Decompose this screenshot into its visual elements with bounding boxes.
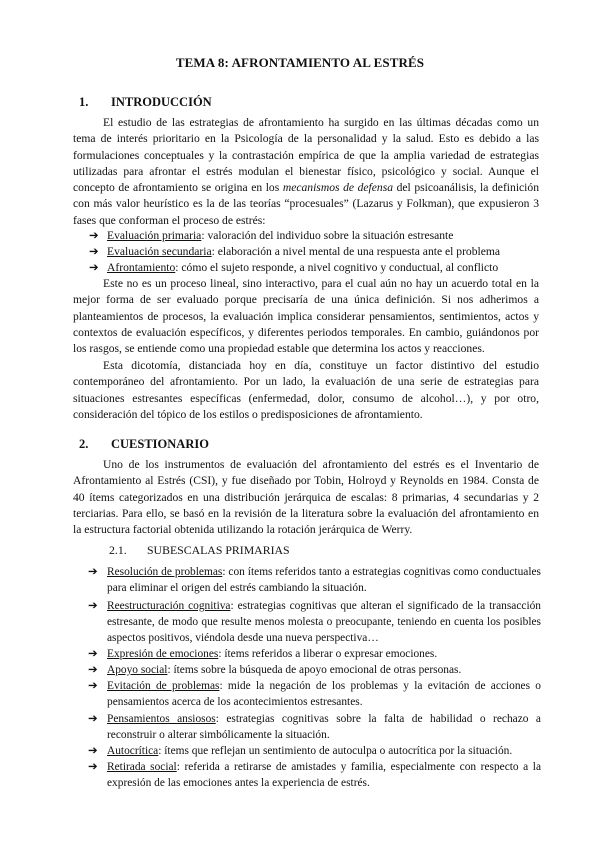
subsection-title: SUBESCALAS PRIMARIAS xyxy=(147,543,290,557)
intro-paragraph-1 xyxy=(73,115,539,229)
list-item xyxy=(88,743,541,759)
list-item xyxy=(89,228,541,244)
subsection-number: 2.1. xyxy=(109,543,127,557)
arrow-icon: ➔ xyxy=(88,664,98,676)
questionnaire-paragraph-text: Uno de los instrumentos de evaluación del afrontamiento del estrés es el Inventario de Afrontamiento al Estrés (CSI), y fue diseñado por Tobin, Holroyd y Reynolds en 1984. Consta de 40 ítems categorizados en una distribución jerárquica de escalas: 8 primarias, 4 secundarias y 2 terciarias. Para ello, se basó en la revisión de la literatura sobre la evaluación del afrontamiento en la estructura factorial obtenida utilizando la rotación jerárquica de Werry. xyxy=(73,458,539,537)
list-item-term: Pensamientos ansiosos xyxy=(107,713,216,725)
arrow-icon: ➔ xyxy=(88,566,98,578)
list-item-term: Evaluación primaria xyxy=(107,229,202,242)
list-item-text: : cómo el sujeto responde, a nivel cognitivo y conductual, al conflicto xyxy=(175,261,499,274)
section-number: 1. xyxy=(79,95,89,109)
list-item-text: : estrategias cognitivas sobre la falta de habilidad o rechazo a reconstruir o alterar simbólicamente la situación. xyxy=(107,713,541,742)
intro-paragraph-1-emphasis: mecanismos de defensa xyxy=(282,181,394,195)
section-title: CUESTIONARIO xyxy=(111,437,209,451)
list-item-text: : referida a retirarse de amistades y familia, especialmente con respecto a la expresión de las emociones antes la experiencia de estrés. xyxy=(107,761,542,790)
list-item-term: Evaluación secundaria xyxy=(107,245,212,258)
list-item-text: : elaboración a nivel mental de una respuesta ante el problema xyxy=(211,245,501,258)
list-item-term: Expresión de emociones xyxy=(107,648,219,660)
intro-paragraph-2-text: Este no es un proceso lineal, sino interactivo, para el cual aún no hay un acuerdo total en la mejor forma de ser evaluado porque precisaría de una única definición. Si nos adherimos a planteamientos de procesos, la evaluación implica considerar pensamientos, sentimientos, actos y contextos de evaluación específicos, y diferentes periodos temporales. En cambio, guiándonos por los rasgos, se entiende como una propiedad estable que determina los actos y reacciones. xyxy=(73,277,539,356)
questionnaire-paragraph xyxy=(73,457,539,538)
arrow-icon: ➔ xyxy=(88,761,98,773)
list-item xyxy=(88,646,541,662)
list-item-text: : con ítems referidos tanto a estrategias cognitivas como conductuales para eliminar el origen del estrés cambiando la situación. xyxy=(107,566,541,595)
list-item-text: : mide la negación de los problemas y la evitación de acciones o pensamientos acerca de los acontecimientos estresantes. xyxy=(107,680,541,709)
list-item-term: Evitación de problemas xyxy=(107,680,220,692)
intro-paragraph-3-text: Esta dicotomía, distanciada hoy en día, constituye un factor distintivo del estudio contemporáneo del afrontamiento. Por un lado, la evaluación de una serie de estrategias para situaciones estresantes específicas (enfermedad, dolor, consumo de alcohol…), y por otro, consideración del tópico de los estilos o predisposiciones de afrontamiento. xyxy=(73,359,539,421)
list-item-text: : ítems sobre la búsqueda de apoyo emocional de otras personas. xyxy=(167,664,462,676)
list-item xyxy=(88,711,541,743)
arrow-icon: ➔ xyxy=(88,600,98,612)
arrow-icon: ➔ xyxy=(88,648,98,660)
list-item-text: : estrategias cognitivas que alteran el significado de la transacción estresante, de modo que resulte menos molesta o preocupante, teniendo en cuenta los posibles aspectos positivos, viéndola desde una nueva perspectiva… xyxy=(107,600,542,645)
arrow-icon: ➔ xyxy=(89,261,99,274)
arrow-icon: ➔ xyxy=(89,245,99,258)
list-item-text: : ítems que reflejan un sentimiento de autoculpa o autocrítica por la situación. xyxy=(158,745,513,757)
section-number: 2. xyxy=(79,437,89,451)
list-item-term: Apoyo social xyxy=(107,664,168,676)
document-title: TEMA 8: AFRONTAMIENTO AL ESTRÉS xyxy=(175,55,425,70)
list-item-term: Retirada social xyxy=(107,761,177,773)
list-item-term: Afrontamiento xyxy=(107,261,176,274)
list-item xyxy=(88,598,541,646)
list-item-term: Resolución de problemas xyxy=(107,566,223,578)
section-heading-introduccion xyxy=(79,95,212,110)
subsection-heading xyxy=(109,543,290,558)
list-item-text: : ítems referidos a liberar o expresar emociones. xyxy=(218,648,438,660)
arrow-icon: ➔ xyxy=(88,680,98,692)
list-item xyxy=(88,662,541,678)
section-title: INTRODUCCIÓN xyxy=(111,95,212,109)
list-item xyxy=(89,244,541,260)
list-item-term: Reestructuración cognitiva xyxy=(107,600,231,612)
list-item xyxy=(88,678,541,710)
intro-paragraph-1-text-a: El estudio de las estrategias de afrontamiento ha surgido en las últimas décadas como un tema de interés prioritario en la Psicología de la personalidad y la salud. Esto es debido a las formulaciones conceptuales y la contrastación empírica de que la amplia variedad de estrategias utilizadas para afrontar el estrés modulan el bienestar físico, psicológico y social. Aunque el concepto de afrontamiento se origina en los xyxy=(73,116,539,195)
arrow-icon: ➔ xyxy=(89,229,99,242)
list-item xyxy=(88,564,541,596)
list-item xyxy=(89,260,541,276)
arrow-icon: ➔ xyxy=(88,745,98,757)
arrow-icon: ➔ xyxy=(88,713,98,725)
intro-paragraph-1-text-b: del psicoanálisis, la definición con más valor heurístico es la de las teorías “procesuales” (Lazarus y Folkman), que expusieron 3 fases que conforman el proceso de estrés: xyxy=(73,181,540,227)
intro-paragraph-3 xyxy=(73,358,539,423)
intro-paragraph-2 xyxy=(73,276,539,357)
section-heading-cuestionario xyxy=(79,437,209,452)
list-item-term: Autocrítica xyxy=(107,745,159,757)
list-item-text: : valoración del individuo sobre la situación estresante xyxy=(201,229,454,242)
list-item xyxy=(88,759,541,791)
